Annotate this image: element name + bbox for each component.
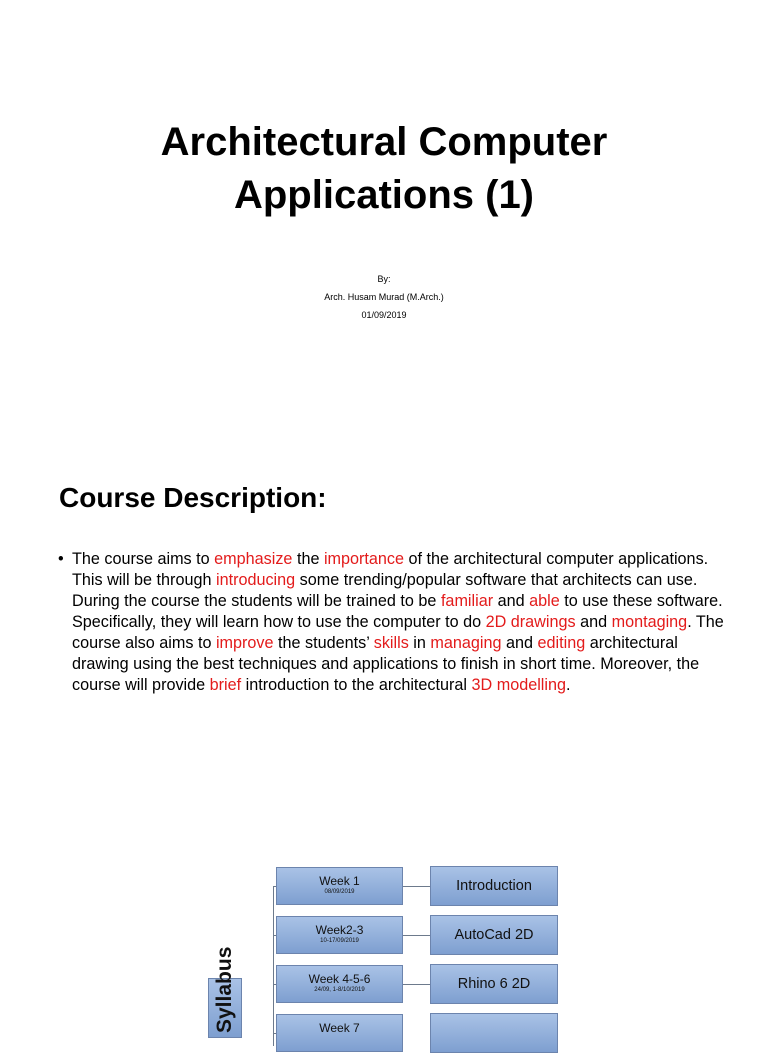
syllabus-label: Syllabus bbox=[213, 946, 236, 1033]
topic-box bbox=[430, 1013, 558, 1053]
description-text: the students’ bbox=[273, 634, 374, 652]
description-text: and bbox=[575, 613, 612, 631]
highlighted-term: introducing bbox=[215, 571, 296, 589]
week-date: 24/09, 1-8/10/2019 bbox=[314, 987, 365, 993]
week-box bbox=[276, 867, 403, 905]
highlighted-term: editing bbox=[537, 634, 586, 652]
week-label: Week2-3 bbox=[315, 923, 364, 937]
week-topic-connector bbox=[403, 886, 430, 887]
tree-connector-trunk bbox=[273, 886, 274, 1046]
description-text: to use these software. Specifically, they will learn how to use the computer to do bbox=[72, 592, 723, 631]
description-slide bbox=[0, 432, 768, 784]
syllabus-label-box bbox=[208, 946, 242, 1038]
highlighted-term: managing bbox=[430, 634, 502, 652]
week-box bbox=[276, 916, 403, 954]
byline bbox=[0, 270, 768, 324]
highlighted-term: brief bbox=[209, 676, 242, 694]
syllabus-slide bbox=[0, 784, 768, 1035]
week-date: 08/09/2019 bbox=[324, 889, 355, 895]
description-text: in bbox=[408, 634, 431, 652]
highlighted-term: importance bbox=[323, 550, 405, 568]
title-line-1: Architectural Computer bbox=[160, 120, 608, 164]
week-box bbox=[276, 1014, 403, 1052]
week-label: Week 1 bbox=[319, 874, 360, 888]
description-text: The course aims to bbox=[72, 550, 215, 568]
highlighted-term: skills bbox=[373, 634, 409, 652]
description-text: and bbox=[493, 592, 530, 610]
topic-label: Introduction bbox=[456, 878, 532, 894]
highlighted-term: 2D drawings bbox=[485, 613, 576, 631]
description-text: some trending/popular software that architects can use. During the course the students will be trained to be bbox=[72, 571, 698, 610]
week-date: 10-17/09/2019 bbox=[320, 938, 359, 944]
description-text: of the architectural computer applications. This will be through bbox=[72, 550, 709, 589]
highlighted-term: familiar bbox=[440, 592, 494, 610]
highlighted-term: improve bbox=[215, 634, 274, 652]
description-text: . The course also aims to bbox=[72, 613, 724, 652]
topic-box bbox=[430, 915, 558, 955]
topic-box bbox=[430, 964, 558, 1004]
course-description-body bbox=[58, 549, 724, 696]
course-description-paragraph bbox=[72, 549, 724, 696]
by-label: By: bbox=[377, 274, 391, 284]
author-name: Arch. Husam Murad (M.Arch.) bbox=[324, 292, 444, 302]
highlighted-term: emphasize bbox=[214, 550, 293, 568]
description-text: architectural drawing using the best techniques and applications to finish in short time. Moreover, the course will provide bbox=[72, 634, 700, 694]
title-slide bbox=[0, 0, 768, 432]
topic-label: AutoCad 2D bbox=[454, 927, 534, 943]
description-text: introduction to the architectural bbox=[241, 676, 472, 694]
week-box bbox=[276, 965, 403, 1003]
week-label: Week 7 bbox=[319, 1021, 360, 1035]
slide-title bbox=[0, 116, 768, 222]
highlighted-term: montaging bbox=[611, 613, 688, 631]
week-label: Week 4-5-6 bbox=[308, 972, 371, 986]
presentation-date: 01/09/2019 bbox=[361, 310, 407, 320]
topic-box bbox=[430, 866, 558, 906]
description-text: the bbox=[292, 550, 324, 568]
bullet-marker: • bbox=[58, 550, 64, 568]
description-text: and bbox=[501, 634, 538, 652]
week-topic-connector bbox=[403, 935, 430, 936]
course-description-heading: Course Description: bbox=[59, 482, 327, 513]
highlighted-term: able bbox=[529, 592, 560, 610]
description-text: . bbox=[566, 676, 571, 694]
week-topic-connector bbox=[403, 984, 430, 985]
highlighted-term: 3D modelling bbox=[471, 676, 566, 694]
topic-label: Rhino 6 2D bbox=[457, 976, 531, 992]
title-line-2: Applications (1) bbox=[233, 173, 535, 217]
